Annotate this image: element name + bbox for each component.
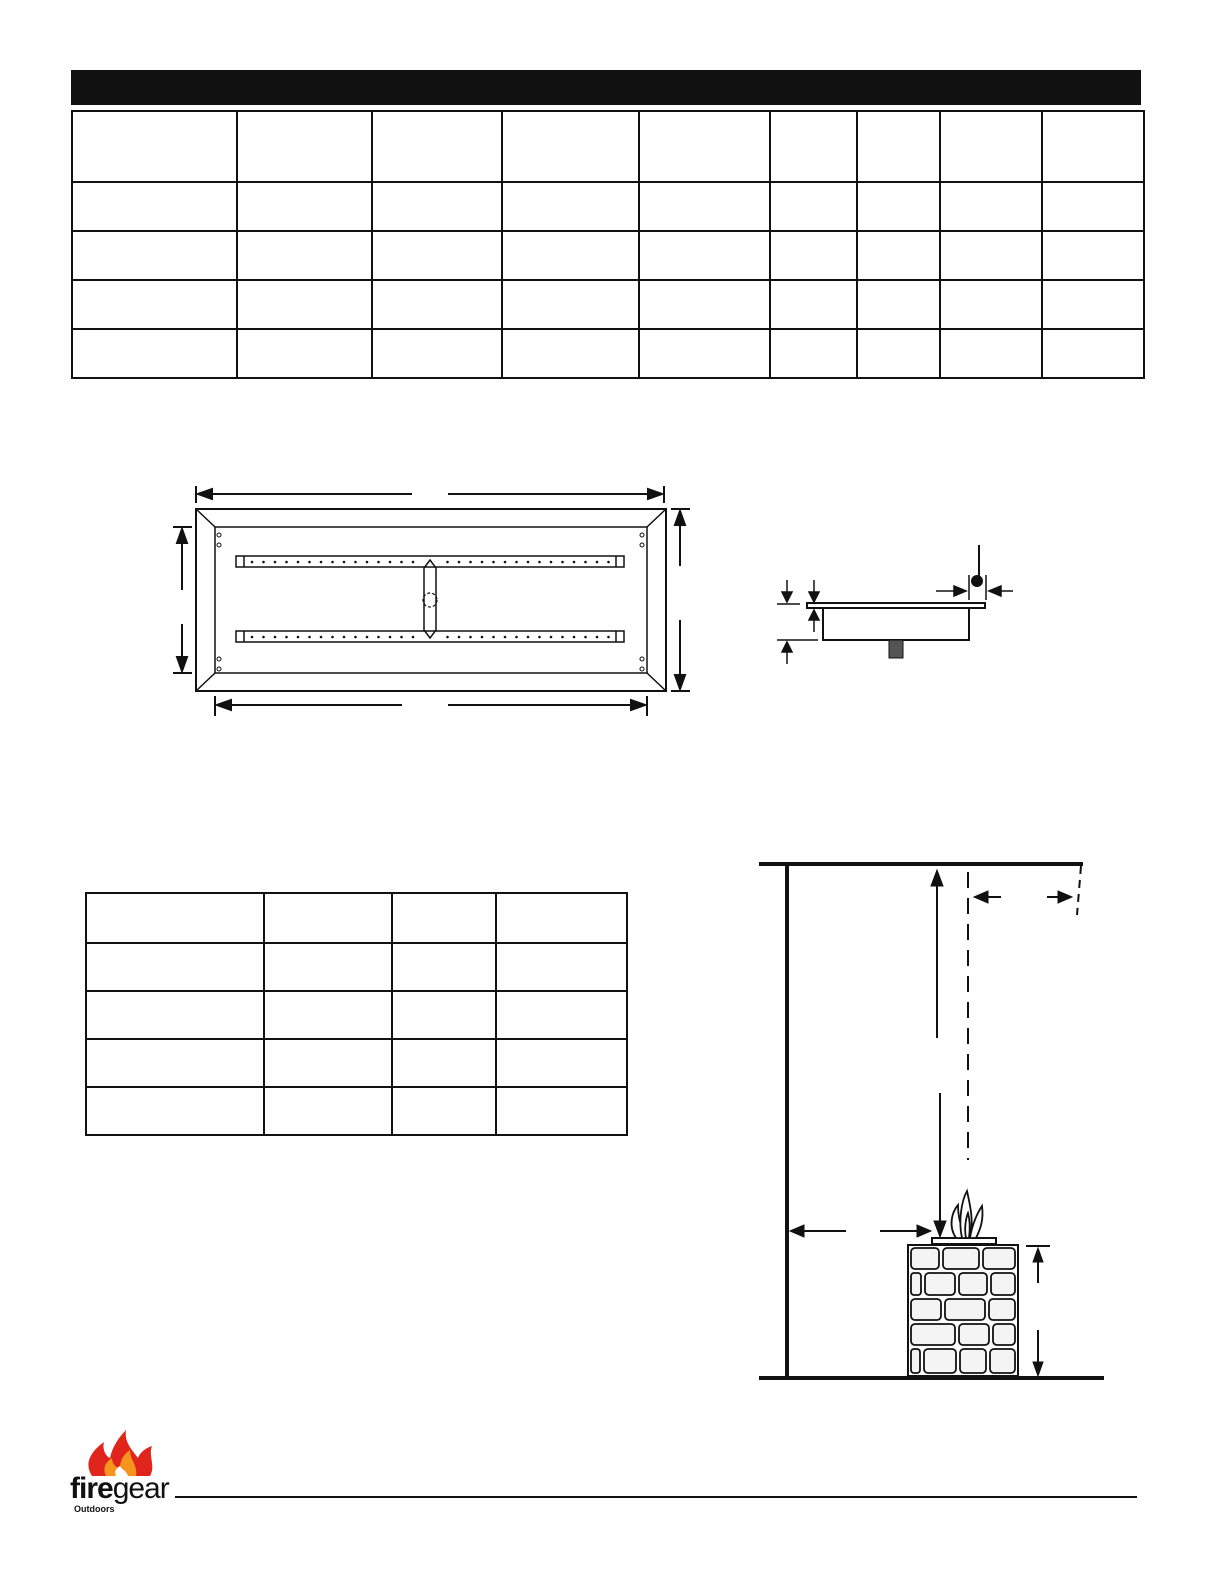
burner-port-dot <box>584 636 587 639</box>
logo-wordmark <box>70 1474 169 1504</box>
burner-port-dot <box>515 636 518 639</box>
burner-port-dot <box>584 561 587 564</box>
burner-port-dot <box>550 636 553 639</box>
burner-port-dot <box>573 561 576 564</box>
burner-port-dot <box>262 561 265 564</box>
burner-port-dot <box>538 636 541 639</box>
burner-port-dot <box>446 636 449 639</box>
burner-port-dot <box>366 561 369 564</box>
burner-port-dot <box>343 561 346 564</box>
burner-port-dot <box>527 561 530 564</box>
pan-body <box>823 608 969 640</box>
burner-port-dot <box>481 636 484 639</box>
burner-port-dot <box>492 636 495 639</box>
burner-port-dots <box>251 561 610 639</box>
burner-port-dot <box>561 561 564 564</box>
burner-side-view <box>807 545 985 658</box>
burner-port-dot <box>389 561 392 564</box>
firegear-logo <box>70 1428 170 1520</box>
burner-port-dot <box>389 636 392 639</box>
burner-port-dot <box>285 561 288 564</box>
footer-rule <box>175 1496 1137 1498</box>
burner-port-dot <box>251 636 254 639</box>
burner-port-dot <box>492 561 495 564</box>
burner-port-dot <box>527 636 530 639</box>
burner-port-dot <box>274 561 277 564</box>
burner-port-dot <box>320 636 323 639</box>
burner-port-dot <box>354 636 357 639</box>
burner-port-dot <box>400 636 403 639</box>
burner-port-dot <box>504 636 507 639</box>
logo-word-fire: fire <box>70 1472 113 1505</box>
burner-port-dot <box>573 636 576 639</box>
burner-port-dot <box>481 561 484 564</box>
burner-port-dot <box>308 636 311 639</box>
stone-blocks <box>911 1248 1015 1373</box>
pan-flange <box>807 603 985 608</box>
burner-port-dot <box>469 561 472 564</box>
burner-tube-top <box>236 556 624 567</box>
burner-port-dot <box>550 561 553 564</box>
burner-port-dot <box>607 636 610 639</box>
burner-port-dot <box>596 561 599 564</box>
pan-outer-frame <box>196 509 666 691</box>
flange-hole-marker <box>972 576 982 586</box>
fire-pit-enclosure <box>908 1191 1018 1376</box>
pan-screw-holes <box>217 533 644 671</box>
burner-port-dot <box>412 561 415 564</box>
burner-port-dot <box>354 561 357 564</box>
burner-port-dot <box>458 561 461 564</box>
burner-port-dot <box>446 561 449 564</box>
gas-inlet-fitting <box>889 640 903 658</box>
burner-crossover <box>424 560 436 638</box>
burner-port-dot <box>561 636 564 639</box>
logo-flame-icon <box>80 1428 170 1478</box>
burner-port-dot <box>515 561 518 564</box>
burner-port-dot <box>308 561 311 564</box>
gas-inlet-circle <box>423 593 437 607</box>
burner-port-dot <box>377 561 380 564</box>
burner-port-dot <box>343 636 346 639</box>
burner-port-dot <box>320 561 323 564</box>
burner-port-dot <box>458 636 461 639</box>
logo-word-gear: gear <box>112 1472 169 1505</box>
burner-port-dot <box>377 636 380 639</box>
burner-port-dot <box>331 636 334 639</box>
burner-top-view <box>196 509 666 691</box>
burner-port-dot <box>274 636 277 639</box>
logo-subtitle: Outdoors <box>74 1504 115 1514</box>
burner-port-dot <box>469 636 472 639</box>
burner-port-dot <box>504 561 507 564</box>
burner-port-dot <box>285 636 288 639</box>
flame-icon <box>952 1191 983 1238</box>
burner-tube-bottom <box>236 631 624 642</box>
burner-port-dot <box>262 636 265 639</box>
burner-port-dot <box>607 561 610 564</box>
top-view-dimension-arrows <box>173 486 690 716</box>
burner-port-dot <box>400 561 403 564</box>
burner-port-dot <box>251 561 254 564</box>
burner-port-dot <box>366 636 369 639</box>
burner-port-dot <box>596 636 599 639</box>
burner-port-dot <box>412 636 415 639</box>
burner-port-dot <box>297 636 300 639</box>
burner-port-dot <box>331 561 334 564</box>
burner-port-dot <box>538 561 541 564</box>
pan-inner-frame <box>215 527 647 673</box>
burner-port-dot <box>297 561 300 564</box>
